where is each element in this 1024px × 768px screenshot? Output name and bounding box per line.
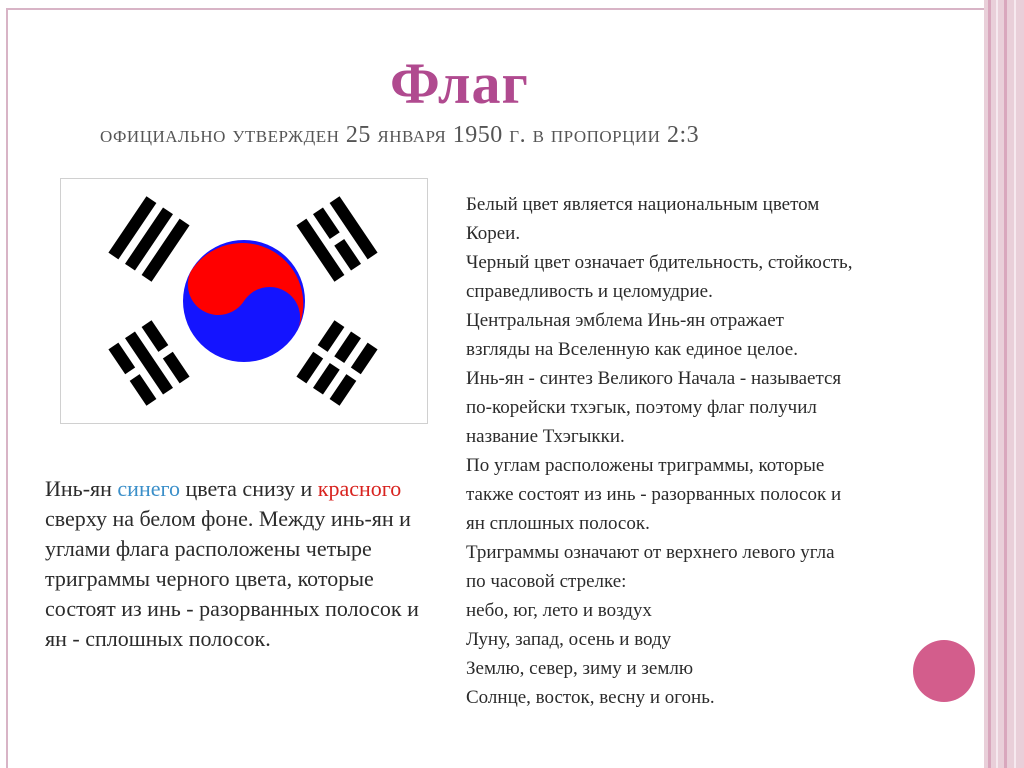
- slide-subtitle: официально утвержден 25 января 1950 г. в пропорции 2:3: [100, 122, 700, 148]
- slide-title: Флаг: [390, 51, 529, 116]
- text-line: Белый цвет является национальным цветом: [466, 194, 820, 215]
- text-line: взгляды на Вселенную как единое целое.: [466, 339, 798, 360]
- korean-flag-image: [60, 178, 428, 424]
- text-line: ян сплошных полосок.: [466, 513, 650, 534]
- text-line: справедливость и целомудрие.: [466, 281, 713, 302]
- text-line: Луну, запад, осень и воду: [466, 629, 672, 650]
- text-line: Черный цвет означает бдительность, стойкость,: [466, 252, 853, 273]
- text-line: по часовой стрелке:: [466, 571, 627, 592]
- text-part: цвета снизу и: [179, 476, 318, 501]
- decorative-dot: [913, 640, 975, 702]
- text-line: По углам расположены триграммы, которые: [466, 455, 825, 476]
- decorative-side-stripes: [984, 0, 1024, 768]
- text-line: по-корейски тхэгык, поэтому флаг получил: [466, 397, 817, 418]
- text-line: Солнце, восток, весну и огонь.: [466, 687, 715, 708]
- flag-svg: [61, 179, 427, 423]
- text-part: сверху на белом фоне. Между инь-ян и углами флага расположены четыре триграммы черного цвета, которые состоят из инь - разорванных полосок и ян - сплошных полосок.: [45, 506, 419, 651]
- text-line: Триграммы означают от верхнего левого угла: [466, 542, 835, 563]
- flag-description-left: [45, 474, 425, 654]
- text-line: Центральная эмблема Инь-ян отражает: [466, 310, 784, 331]
- text-line: Землю, север, зиму и землю: [466, 658, 694, 679]
- text-line: Инь-ян - синтез Великого Начала - называется: [466, 368, 842, 389]
- text-part: Инь-ян: [45, 476, 118, 501]
- flag-description-right: [466, 190, 966, 712]
- red-word: красного: [317, 476, 402, 501]
- text-line: название Тхэгыкки.: [466, 426, 625, 447]
- text-line: также состоят из инь - разорванных полосок и: [466, 484, 842, 505]
- text-line: небо, юг, лето и воздух: [466, 600, 652, 621]
- blue-word: синего: [117, 476, 180, 501]
- text-line: Кореи.: [466, 223, 521, 244]
- yin-yang-emblem: [183, 240, 305, 362]
